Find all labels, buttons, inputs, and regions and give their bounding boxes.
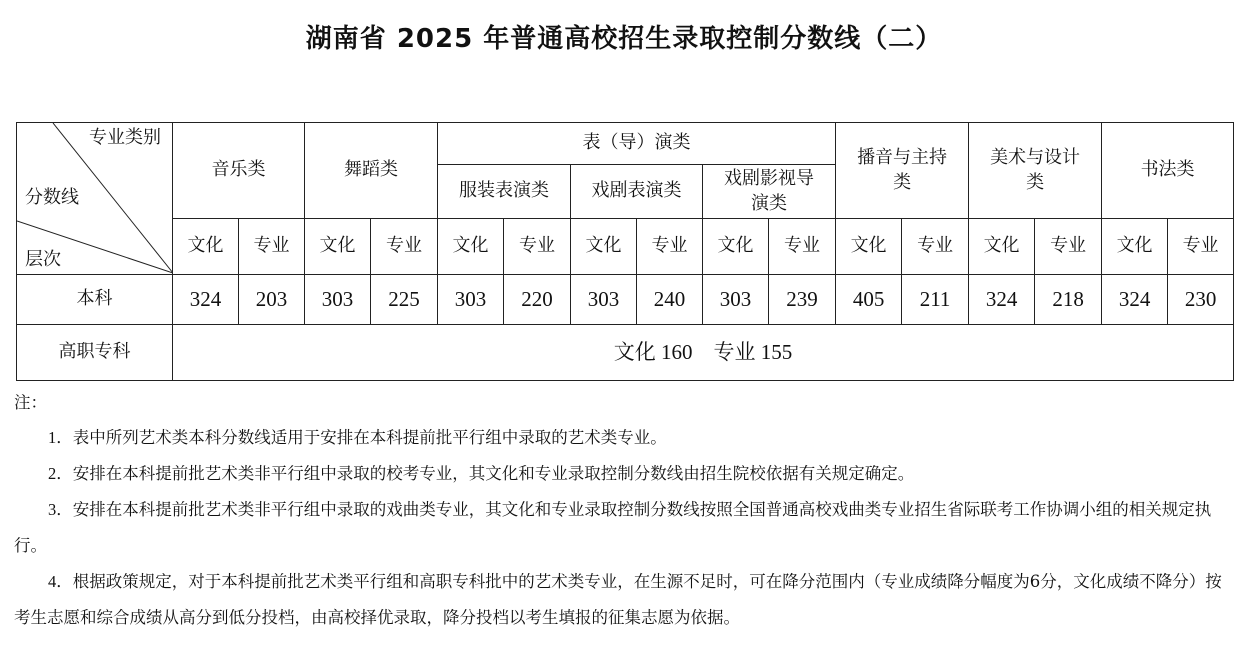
notes-heading: 注： — [14, 393, 47, 412]
notes-section — [14, 394, 1234, 636]
sub-header-culture: 文化 — [836, 219, 902, 275]
note-text: 根据政策规定，对于本科提前批艺术类平行组和高职专科批中的艺术类专业，在生源不足时，可在降分范围内（专业成绩降分幅度为6分，文化成绩不降分）按考生志愿和综合成绩从高分到低分投档，由高校择优录取，降分投档以考生填报的征集志愿为依据。 — [14, 572, 1222, 627]
score-drama-major: 240 — [637, 275, 703, 325]
table-row-vocational — [17, 325, 1234, 381]
score-costume-major: 220 — [504, 275, 571, 325]
sub-header-culture: 文化 — [969, 219, 1035, 275]
col-header-art-text: 美术与设计类 — [990, 147, 1081, 193]
col-header-costume: 服装表演类 — [438, 165, 571, 219]
score-art-culture: 324 — [969, 275, 1035, 325]
score-film-major: 239 — [769, 275, 836, 325]
sub-header-major: 专业 — [371, 219, 438, 275]
note-text: 安排在本科提前批艺术类非平行组中录取的戏曲类专业，其文化和专业录取控制分数线按照全国普通高校戏曲类专业招生省际联考工作协调小组的相关规定执行。 — [14, 500, 1212, 555]
table-corner-header — [17, 123, 173, 275]
score-film-culture: 303 — [703, 275, 769, 325]
col-header-music: 音乐类 — [173, 123, 305, 219]
score-music-major: 203 — [239, 275, 305, 325]
page-title: 湖南省 2025 年普通高校招生录取控制分数线（二） — [305, 24, 943, 54]
sub-header-major: 专业 — [1035, 219, 1102, 275]
score-costume-culture: 303 — [438, 275, 504, 325]
sub-header-major: 专业 — [239, 219, 305, 275]
note-number: 2． — [48, 464, 73, 483]
sub-header-culture: 文化 — [305, 219, 371, 275]
level-axis-label: 层次 — [25, 249, 61, 270]
score-table — [16, 122, 1234, 381]
sub-header-culture: 文化 — [703, 219, 769, 275]
sub-header-culture: 文化 — [173, 219, 239, 275]
note-text: 表中所列艺术类本科分数线适用于安排在本科提前批平行组中录取的艺术类专业。 — [72, 428, 667, 447]
score-calligraphy-culture: 324 — [1102, 275, 1168, 325]
score-broadcast-major: 211 — [902, 275, 969, 325]
col-header-art — [969, 123, 1102, 219]
note-item-3 — [14, 492, 1234, 564]
sub-header-major: 专业 — [902, 219, 969, 275]
note-item-1 — [14, 420, 1234, 456]
note-text: 安排在本科提前批艺术类非平行组中录取的校考专业，其文化和专业录取控制分数线由招生院校依据有关规定确定。 — [72, 464, 915, 483]
score-dance-major: 225 — [371, 275, 438, 325]
category-axis-label: 专业类别 — [89, 127, 161, 148]
note-number: 1． — [48, 428, 73, 447]
col-header-film — [703, 165, 836, 219]
sub-header-major: 专业 — [1168, 219, 1234, 275]
col-header-performance: 表（导）演类 — [438, 123, 836, 165]
table-row-undergrad — [17, 275, 1234, 325]
col-header-broadcast — [836, 123, 969, 219]
sub-header-culture: 文化 — [571, 219, 637, 275]
note-item-4 — [14, 564, 1234, 636]
sub-header-major: 专业 — [637, 219, 703, 275]
score-music-culture: 324 — [173, 275, 239, 325]
score-calligraphy-major: 230 — [1168, 275, 1234, 325]
row-label-vocational: 高职专科 — [17, 325, 173, 381]
sub-header-major: 专业 — [504, 219, 571, 275]
score-art-major: 218 — [1035, 275, 1102, 325]
sub-header-major: 专业 — [769, 219, 836, 275]
col-header-broadcast-text: 播音与主持类 — [857, 147, 948, 193]
note-number: 3． — [48, 500, 73, 519]
score-drama-culture: 303 — [571, 275, 637, 325]
col-header-drama: 戏剧表演类 — [571, 165, 703, 219]
row-label-undergrad: 本科 — [17, 275, 173, 325]
score-dance-culture: 303 — [305, 275, 371, 325]
note-item-2 — [14, 456, 1234, 492]
sub-header-culture: 文化 — [1102, 219, 1168, 275]
note-number: 4． — [48, 572, 73, 591]
vocational-scores: 文化 160 专业 155 — [173, 325, 1234, 381]
col-header-calligraphy: 书法类 — [1102, 123, 1234, 219]
sub-header-culture: 文化 — [438, 219, 504, 275]
score-axis-label: 分数线 — [25, 187, 79, 208]
col-header-film-text: 戏剧影视导演类 — [724, 168, 815, 214]
col-header-dance: 舞蹈类 — [305, 123, 438, 219]
score-broadcast-culture: 405 — [836, 275, 902, 325]
